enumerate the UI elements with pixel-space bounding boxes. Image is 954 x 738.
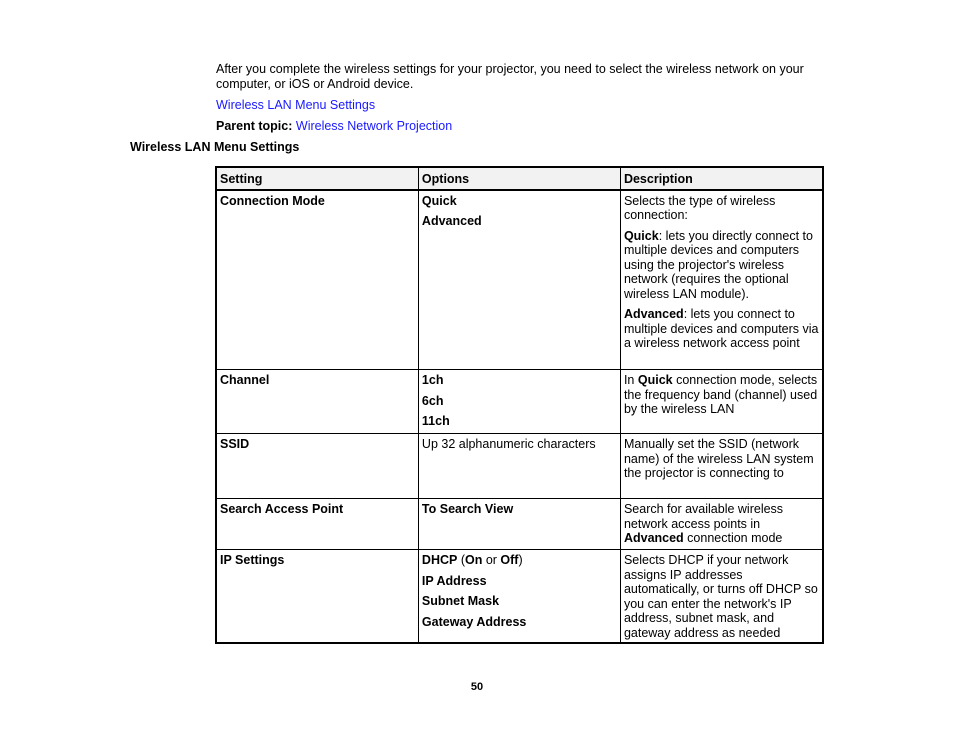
options-cell: [418, 434, 620, 499]
option: 11ch: [421, 414, 450, 428]
options-cell: [418, 190, 620, 370]
desc-bold: Quick: [623, 228, 659, 243]
options-cell: [418, 370, 620, 434]
header-setting: Setting: [216, 167, 418, 190]
desc-text: connection mode: [683, 531, 783, 545]
desc-text: : lets you connect to multiple devices and computers via a wireless network access point: [623, 307, 819, 350]
desc-bold: Quick: [637, 373, 673, 387]
description-cell: [620, 190, 823, 370]
option: IP Address: [421, 573, 487, 588]
option: Gateway Address: [421, 614, 527, 629]
desc-paragraph: [624, 307, 819, 351]
parent-topic: [216, 119, 452, 133]
options-cell: [418, 499, 620, 550]
option: 6ch: [421, 393, 444, 408]
desc-text: : lets you directly connect to multiple devices and computers using the projector's wireless network (requires the optional wireless LAN module).: [623, 228, 813, 301]
desc-bold: Advanced: [623, 307, 684, 321]
option-off: Off: [500, 553, 519, 567]
parent-topic-link[interactable]: Wireless Network Projection: [295, 119, 453, 133]
intro-paragraph: After you complete the wireless settings for your projector, you need to select the wireless network on your computer, or iOS or Android device.: [216, 62, 804, 91]
desc-text: connection mode, selects the frequency band (channel) used by the wireless LAN: [623, 373, 818, 416]
wireless-lan-menu-settings-link[interactable]: Wireless LAN Menu Settings: [216, 98, 376, 112]
setting-cell: SSID: [216, 434, 418, 499]
option: To Search View: [421, 502, 514, 516]
table-row: [216, 370, 823, 434]
description-cell: Manually set the SSID (network name) of the wireless LAN system the projector is connecting to: [620, 434, 823, 499]
option: [422, 553, 617, 568]
option: Subnet Mask: [421, 594, 500, 608]
option: Quick: [421, 193, 457, 208]
option-sep: or: [482, 553, 501, 567]
table-row: [216, 550, 823, 644]
table-row: [216, 499, 823, 550]
desc-bold: Advanced: [623, 531, 684, 545]
header-options: Options: [418, 167, 620, 190]
desc-paragraph: Selects the type of wireless connection:: [623, 193, 776, 222]
table-row: [216, 434, 823, 499]
desc-text: In: [623, 373, 638, 387]
setting-cell: IP Settings: [216, 550, 418, 644]
setting-cell: Search Access Point: [216, 499, 418, 550]
settings-table: [215, 166, 824, 644]
table-header-row: [216, 167, 823, 190]
option-sep: (: [457, 553, 465, 567]
setting-cell: Channel: [216, 370, 418, 434]
option-sep: ): [518, 553, 523, 567]
option-dhcp: DHCP: [421, 553, 458, 567]
option: Up 32 alphanumeric characters: [421, 437, 596, 451]
option: Advanced: [421, 214, 482, 228]
desc-text: Search for available wireless network access points in: [623, 502, 784, 531]
description-cell: Selects DHCP if your network assigns IP addresses automatically, or turns off DHCP so you can enter the network's IP address, subnet mask, and gateway address as needed: [620, 550, 823, 644]
page-number: 50: [470, 681, 484, 693]
options-cell: [418, 550, 620, 644]
desc-paragraph: [624, 229, 819, 302]
option-on: On: [464, 553, 483, 567]
table-row: [216, 190, 823, 370]
section-title: Wireless LAN Menu Settings: [130, 140, 300, 154]
header-description: Description: [620, 167, 823, 190]
parent-topic-label: Parent topic:: [216, 119, 293, 133]
option: 1ch: [421, 373, 444, 387]
description-cell: [620, 370, 823, 434]
setting-cell: Connection Mode: [216, 190, 418, 370]
description-cell: [620, 499, 823, 550]
